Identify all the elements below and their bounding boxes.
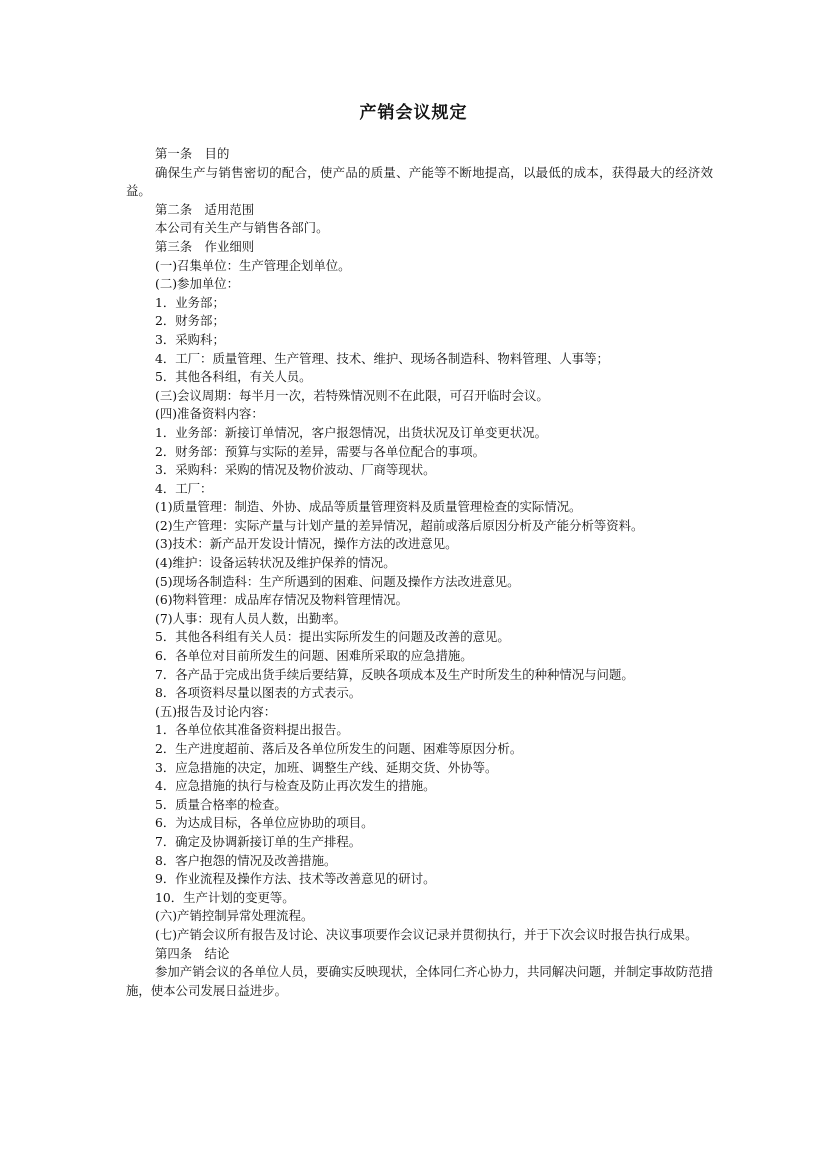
document-line: 2．生产进度超前、落后及各单位所发生的问题、困难等原因分析。 (155, 741, 523, 756)
document-line: 2．财务部； (155, 313, 225, 329)
document-line: (二)参加单位： (155, 276, 240, 292)
document-line: 5．质量合格率的检查。 (155, 796, 287, 812)
document-line: 2．财务部：预算与实际的差异，需要与各单位配合的事项。 (155, 443, 486, 459)
document-line: 参加产销会议的各单位人员，要确实反映现状，全体同仁齐心协力，共同解决问题，并制定事故防范措施，使本公司发展日益进步。 (126, 964, 713, 998)
document-line: (6)物料管理：成品库存情况及物料管理情况。 (155, 592, 408, 608)
document-line: 4．工厂：质量管理、生产管理、技术、维护、现场各制造科、物料管理、人事等； (155, 350, 609, 366)
document-line: (5)现场各制造科：生产所遇到的困难、问题及操作方法改进意见。 (155, 573, 520, 589)
document-line: 本公司有关生产与销售各部门。 (155, 220, 329, 236)
document-line: (7)人事：现有人员人数，出勤率。 (155, 610, 347, 626)
document-body (126, 145, 713, 1000)
document-line: 7．各产品于完成出货手续后要结算，反映各项成本及生产时所发生的种种情况与问题。 (155, 666, 634, 682)
document-line: (七)产销会议所有报告及讨论、决议事项要作会议记录并贯彻执行，并于下次会议时报告执行成果。 (155, 926, 698, 942)
document-line: (三)会议周期：每半月一次，若特殊情况则不在此限，可召开临时会议。 (155, 387, 549, 403)
document-line: 第一条 目的 (155, 146, 230, 161)
document-line: 10．生产计划的变更等。 (155, 889, 295, 905)
document-line: (一)召集单位：生产管理企划单位。 (155, 257, 351, 273)
document-line: 6．为达成目标，各单位应协助的项目。 (155, 815, 374, 831)
document-line: 5．其他各科组有关人员：提出实际所发生的问题及改善的意见。 (155, 629, 510, 645)
document-line: 1．各单位依其准备资料提出报告。 (155, 722, 349, 738)
document-line: 8．各项资料尽量以图表的方式表示。 (155, 685, 362, 701)
document-line: 1．业务部：新接订单情况，客户报怨情况，出货状况及订单变更状况。 (155, 424, 547, 440)
document-line: 9．作业流程及操作方法、技术等改善意见的研讨。 (155, 871, 436, 887)
document-line: (六)产销控制异常处理流程。 (155, 908, 314, 924)
document-line: (2)生产管理：实际产量与计划产量的差异情况，超前或落后原因分析及产能分析等资料。 (155, 517, 644, 533)
document-line: (五)报告及讨论内容： (155, 703, 277, 719)
document-line: 第四条 结论 (155, 945, 230, 961)
document-line: 4．应急措施的执行与检查及防止再次发生的措施。 (155, 778, 436, 794)
document-line: 确保生产与销售密切的配合，使产品的质量、产能等不断地提高，以最低的成本，获得最大的经济效益。 (126, 164, 713, 199)
document-line: (四)准备资料内容： (155, 406, 264, 422)
document-line: 6．各单位对目前所发生的问题、困难所采取的应急措施。 (155, 648, 473, 664)
document-line: (3)技术：新产品开发设计情况，操作方法的改进意见。 (155, 536, 458, 552)
document-line: 8．客户抱怨的情况及改善措施。 (155, 852, 337, 868)
document-line: 第二条 适用范围 (155, 201, 255, 217)
document-line: 4．工厂： (155, 480, 213, 496)
document-line: 3．采购科； (155, 331, 225, 347)
document-line: 第三条 作业细则 (155, 238, 255, 254)
document-line: 5．其他各科组，有关人员。 (155, 369, 312, 385)
document-line: 1．业务部； (155, 294, 225, 310)
document-line: 3．采购科：采购的情况及物价波动、厂商等现状。 (155, 462, 436, 478)
document-line: (4)维护：设备运转状况及维护保养的情况。 (155, 555, 396, 571)
document-title: 产销会议规定 (359, 103, 468, 123)
document-line: (1)质量管理：制造、外协、成品等质量管理资料及质量管理检查的实际情况。 (155, 499, 582, 515)
document-line: 3．应急措施的决定，加班、调整生产线、延期交货、外协等。 (155, 759, 498, 775)
document-line: 7．确定及协调新接订单的生产排程。 (155, 833, 362, 849)
